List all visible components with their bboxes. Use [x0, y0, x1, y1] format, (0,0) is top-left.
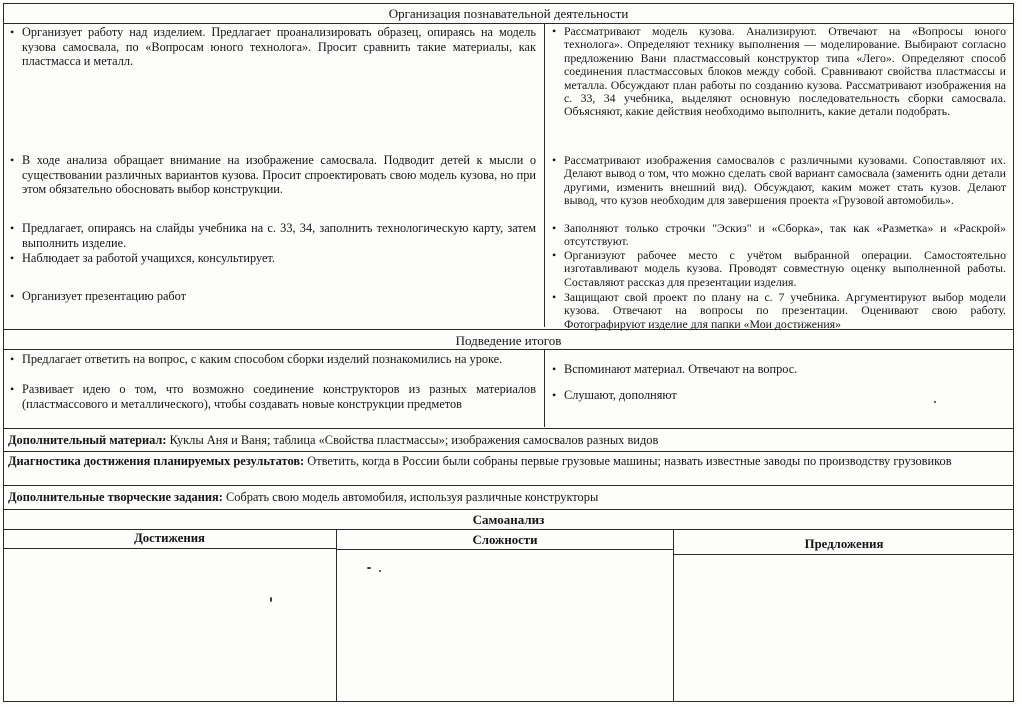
list-item: • Предлагает ответить на вопрос, с каким способом сборки изделий познакомились на уроке. [10, 352, 503, 366]
scan-speck [934, 401, 936, 403]
summary-teacher-column [8, 352, 536, 426]
org-students-text-2: Рассматривают изображения самосвалов с различными кузовами. Сопоставляют их. Делают вывод о том, что можно сделать свой вариант самосвала (заменить одни детали другими, изменить внешний вид). Обсуждают, каким может стать кузов. Делают вывод, что кузов необходим для завершения проекта «Грузовой автомобиль». [564, 153, 1006, 208]
org-teacher-column [8, 25, 536, 325]
org-teacher-text-4: Наблюдает за работой учащихся, консультирует. [22, 251, 275, 265]
divider [3, 349, 1014, 350]
org-students-column [550, 25, 1006, 329]
extra-material-row [8, 433, 1004, 448]
creative-tasks-row [8, 490, 1004, 505]
divider [673, 554, 1014, 555]
org-students-text-1: Рассматривают модель кузова. Анализируют. Отвечают на «Вопросы юного технолога». Определяют технику выполнения — моделирование. Выбирают согласно предложению Вани пластмассовый конструктор типа «Лего». Определяют способ соединения пластмассовых блоков между собой. Сравнивают свойства пластмассы и металла. Обсуждают план работы по созданию кузова. Рассматривают изображения на с. 33, 34 учебника, выделяют основную последовательность сборки самосвала. Объясняют, какие действия необходимо выполнить, какие детали подобрать. [564, 24, 1006, 119]
divider [3, 485, 1014, 486]
summary-section-title: Подведение итогов [455, 333, 562, 348]
list-item: • Организует работу над изделием. Предлагает проанализировать образец, опираясь на модель кузова самосвала, по «Вопросам юного технолога». Просит сравнить такие материалы, как пластмасса и металл. [10, 25, 536, 69]
summary-teacher-text-1: Предлагает ответить на вопрос, с каким способом сборки изделий познакомились на уроке. [22, 352, 503, 366]
org-students-text-5: Защищают свой проект по плану на с. 7 учебника. Аргументируют выбор модели кузова. Отвечают на вопросы по презентации. Оценивают свою работу. Фотографируют изделие для папки «Мои достижения» [564, 290, 1006, 331]
summary-students-text-2: Слушают, дополняют [564, 388, 677, 402]
org-students-text-4: Организуют рабочее место с учётом выбранной операции. Самостоятельно изготавливают модель кузова. Проводят совместную оценку выполненной работы. Составляют рассказ для презентации изделия. [564, 248, 1006, 289]
list-item: • Слушают, дополняют [552, 388, 677, 402]
divider [3, 428, 1014, 429]
self-analysis-column-difficulties: Сложности [472, 533, 538, 547]
divider [336, 549, 673, 550]
scan-speck [367, 567, 371, 569]
list-item: • Вспоминают материал. Отвечают на вопрос. [552, 362, 798, 376]
list-item: • Наблюдает за работой учащихся, консультирует. [10, 251, 275, 265]
summary-teacher-text-2: Развивает идею о том, что возможно соединение конструкторов из разных материалов (пластмассового и металлического), чтобы создавать новые конструкции предметов [22, 382, 536, 411]
list-item: • Защищают свой проект по плану на с. 7 учебника. Аргументируют выбор модели кузова. Отвечают на вопросы по презентации. Оценивают свою работу. Фотографируют изделие для папки «Мои достижения» [552, 290, 1006, 331]
list-item: • Организует презентацию работ [10, 289, 187, 303]
summary-students-text-1: Вспоминают материал. Отвечают на вопрос. [564, 362, 798, 376]
org-teacher-text-1: Организует работу над изделием. Предлагает проанализировать образец, опираясь на модель кузова самосвала, по «Вопросам юного технолога». Просит сравнить такие материалы, как пластмасса и металл. [22, 25, 536, 69]
scan-speck [379, 570, 381, 572]
self-analysis-column-achievements: Достижения [133, 531, 205, 545]
org-teacher-text-2: В ходе анализа обращает внимание на изображение самосвала. Подводит детей к мысли о существовании различных вариантов кузова. Просит спроектировать свою модель кузова, но при этом обязательно обосновать выбор конструкции. [22, 153, 536, 197]
scan-speck [270, 597, 272, 602]
column-divider [544, 23, 545, 327]
list-item: • Развивает идею о том, что возможно соединение конструкторов из разных материалов (пластмассового и металлического), чтобы создавать новые конструкции предметов [10, 382, 536, 411]
org-teacher-text-3: Предлагает, опираясь на слайды учебника на с. 33, 34, заполнить технологическую карту, затем выполнить изделие. [22, 221, 536, 250]
extra-material-text: Куклы Аня и Ваня; таблица «Свойства пластмассы»; изображения самосвалов разных видов [169, 433, 659, 447]
org-section-title: Организация познавательной деятельности [388, 6, 629, 21]
divider [3, 509, 1014, 510]
divider [3, 548, 336, 549]
column-divider [544, 349, 545, 427]
divider [3, 529, 1014, 530]
diagnostics-label: Диагностика достижения планируемых результатов: [8, 454, 305, 468]
divider [3, 329, 1014, 330]
column-divider [336, 529, 337, 702]
summary-students-column [550, 352, 1006, 426]
org-teacher-text-5: Организует презентацию работ [22, 289, 187, 303]
org-students-text-3: Заполняют только строчки "Эскиз" и «Сборка», так как «Разметка» и «Раскрой» отсутствуют. [564, 221, 1006, 249]
list-item: • Рассматривают модель кузова. Анализируют. Отвечают на «Вопросы юного технолога». Определяют технику выполнения — моделирование. Выбирают согласно предложению Вани пластмассовый конструктор типа «Лего». Определяют способ соединения пластмассовых блоков между собой. Сравнивают свойства пластмассы и металла. Обсуждают план работы по созданию кузова. Рассматривают изображения на с. 33, 34 учебника, выделяют основную последовательность сборки самосвала. Объясняют, какие действия необходимо выполнить, какие детали подобрать. [552, 24, 1006, 119]
divider [3, 451, 1014, 452]
creative-tasks-label: Дополнительные творческие задания: [8, 490, 223, 504]
extra-material-label: Дополнительный материал: [8, 433, 167, 447]
list-item: • В ходе анализа обращает внимание на изображение самосвала. Подводит детей к мысли о существовании различных вариантов кузова. Просит спроектировать свою модель кузова, но при этом обязательно обосновать выбор конструкции. [10, 153, 536, 197]
self-analysis-title: Самоанализ [472, 512, 545, 527]
self-analysis-column-suggestions: Предложения [804, 537, 884, 551]
list-item: • Заполняют только строчки "Эскиз" и «Сборка», так как «Разметка» и «Раскрой» отсутствуют. [552, 221, 1006, 249]
list-item: • Организуют рабочее место с учётом выбранной операции. Самостоятельно изготавливают модель кузова. Проводят совместную оценку выполненной работы. Составляют рассказ для презентации изделия. [552, 248, 1006, 289]
diagnostics-text: Ответить, когда в России были собраны первые грузовые машины; назвать известные заводы по производству грузовиков [307, 454, 952, 468]
diagnostics-row [8, 454, 1004, 469]
creative-tasks-text: Собрать свою модель автомобиля, используя различные конструкторы [225, 490, 599, 504]
list-item: • Предлагает, опираясь на слайды учебника на с. 33, 34, заполнить технологическую карту, затем выполнить изделие. [10, 221, 536, 250]
list-item: • Рассматривают изображения самосвалов с различными кузовами. Сопоставляют их. Делают вывод о том, что можно сделать свой вариант самосвала (заменить одни детали другими, изменить внешний вид). Обсуждают, каким может стать кузов. Делают вывод, что кузов необходим для завершения проекта «Грузовой автомобиль». [552, 153, 1006, 208]
